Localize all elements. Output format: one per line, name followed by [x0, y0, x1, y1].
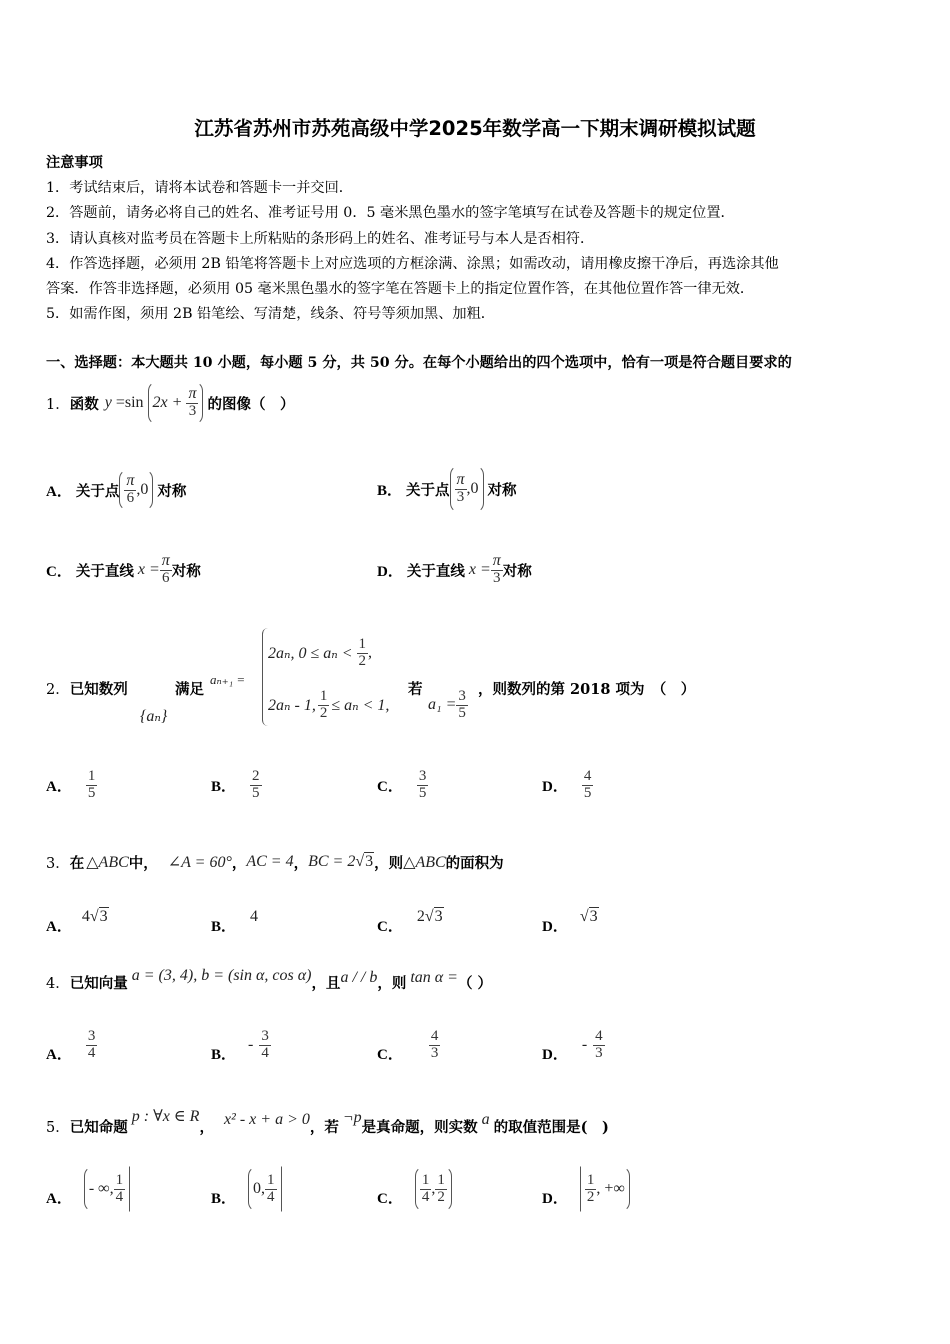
- q4-option-c-den: 3: [430, 1044, 439, 1061]
- q5-mid: 是真命题，则实数: [361, 1118, 478, 1136]
- q1-option-b-frac: [455, 472, 467, 506]
- q2-case-2-den: 2: [319, 704, 328, 721]
- q2-ruo: 若: [408, 681, 423, 698]
- q1-option-b-point: [450, 465, 484, 513]
- q3-option-b[interactable]: [211, 903, 259, 935]
- q2-case-1: [268, 630, 372, 676]
- q3-ze: ，则: [374, 854, 404, 872]
- q1-suffix: 的图像（ ）: [207, 395, 295, 413]
- q2-option-c-num: 3: [418, 767, 427, 784]
- q5-option-d-interval: [580, 1166, 630, 1212]
- q3-ac: AC = 4: [246, 853, 294, 870]
- q1-option-a-tail: ,0: [136, 481, 149, 498]
- q1-option-d-post: 对称: [502, 562, 532, 580]
- q5-option-b[interactable]: [211, 1164, 282, 1214]
- q1-prefix: 函数: [69, 395, 99, 413]
- q1-option-b-post: 对称: [487, 481, 517, 499]
- q4-option-b-frac: [259, 1029, 271, 1062]
- q5-option-d-frac: [585, 1173, 597, 1206]
- q3-option-c-coef: 2: [416, 908, 425, 925]
- q5-option-a-left: - ∞,: [88, 1180, 114, 1197]
- q3-option-c-label: C．: [377, 918, 403, 935]
- q3-option-b-value: 4: [250, 908, 259, 925]
- note-2: 2．答题前，请务必将自己的姓名、准考证号用 0．5 毫米黑色墨水的签字笔填写在试卷及答题卡的规定位置．: [46, 205, 735, 221]
- q1-option-a-frac: [124, 473, 136, 507]
- q1-option-a-label: A．: [46, 483, 72, 500]
- q5-option-c-frac-1: [420, 1173, 432, 1206]
- q5-not-p: ¬p: [342, 1109, 362, 1126]
- q4-option-b-num: 3: [261, 1027, 269, 1044]
- q3-option-a-radicand: 3: [99, 908, 108, 925]
- q1-option-d[interactable]: [377, 547, 532, 593]
- page-title: 江苏省苏州市苏苑高级中学2025年数学高一下期末调研模拟试题: [194, 117, 756, 140]
- q4-option-a-den: 4: [87, 1044, 96, 1061]
- q2-a1: [428, 682, 468, 728]
- q1-three: 3: [188, 403, 197, 420]
- note-4a: 4．作答选择题，必须用 2B 铅笔将答题卡上对应选项的方框涂满、涂黑；如需改动，请用橡皮擦干净后，再选涂其他: [46, 256, 779, 272]
- q1-option-b[interactable]: [377, 461, 517, 517]
- note-4b: 答案．作答非选择题，必须用 05 毫米黑色墨水的签字笔在答题卡上的指定位置作答，在其他位置作答一律无效．: [46, 281, 755, 297]
- q2-option-a-den: 5: [87, 784, 96, 801]
- q2-a1-num: 3: [458, 687, 466, 704]
- q3-angle: ∠A = 60°: [167, 854, 232, 871]
- q4-option-b-den: 4: [261, 1044, 269, 1061]
- q2-option-b-den: 5: [252, 784, 260, 801]
- q1-option-b-label: B．: [377, 482, 403, 499]
- q1-pi-over-3: [186, 386, 198, 420]
- q2-a1-den: 5: [458, 704, 466, 721]
- q2-case-2-num: 1: [319, 687, 328, 704]
- q5-proposition: p : ∀x ∈ R: [131, 1108, 200, 1125]
- q3-option-b-label: B．: [211, 918, 237, 935]
- q1-option-d-label: D．: [377, 563, 403, 580]
- q5-option-c-interval: [415, 1166, 452, 1212]
- q5-option-c-label: C．: [377, 1190, 403, 1207]
- q5-option-c-num-2: 1: [437, 1171, 445, 1188]
- q4-option-c[interactable]: [377, 1020, 440, 1070]
- q1-option-a-point: [119, 469, 153, 511]
- q1-option-b-pi: π: [456, 471, 465, 489]
- q5-option-d-num: 1: [586, 1171, 595, 1188]
- notes-heading: 注意事项: [46, 155, 103, 171]
- q4-option-c-label: C．: [377, 1046, 403, 1063]
- q1-option-a[interactable]: [46, 465, 186, 515]
- q2-option-a[interactable]: [46, 760, 97, 810]
- q4-option-d[interactable]: [542, 1020, 605, 1070]
- q4-parallel: a / / b: [340, 969, 378, 986]
- q5-option-b-frac: [265, 1173, 277, 1206]
- q2-suffix: ，则数列的第 2018 项为 （ ）: [478, 681, 696, 698]
- q4-number: 4．: [46, 975, 70, 992]
- q1-option-b-pre: 关于点: [406, 481, 450, 499]
- q5-option-b-interval: [248, 1166, 282, 1212]
- q2-case-1-num: 1: [358, 635, 367, 652]
- q5-option-a-label: A．: [46, 1190, 72, 1207]
- q5-ruo: ，若: [309, 1118, 339, 1136]
- q4-prefix: 已知向量: [69, 974, 128, 992]
- q5-a: a: [481, 1111, 490, 1128]
- q5-option-a-num: 1: [115, 1171, 124, 1188]
- q1-option-d-den: 3: [493, 570, 501, 587]
- q3-option-a-label: A．: [46, 918, 72, 935]
- q2-option-d-num: 4: [583, 767, 592, 784]
- q1-option-c-pi: π: [161, 552, 170, 570]
- q4-option-a-frac: [86, 1029, 98, 1062]
- question-1: [46, 380, 294, 426]
- q2-option-d[interactable]: [542, 760, 593, 810]
- q2-option-b[interactable]: [211, 760, 262, 810]
- q5-option-d[interactable]: [542, 1164, 630, 1214]
- q2-case-2-text-b: ≤ aₙ < 1,: [331, 697, 390, 714]
- q5-comma: ，: [199, 1118, 214, 1136]
- q5-option-c-den-2: 2: [437, 1188, 445, 1205]
- note-5: 5．如需作图，须用 2B 铅笔绘、写清楚，线条、符号等须加黑、加粗．: [46, 306, 495, 322]
- q5-option-b-left: 0,: [253, 1180, 266, 1197]
- q5-option-a[interactable]: [46, 1164, 130, 1214]
- q4-option-d-num: 4: [595, 1027, 603, 1044]
- q3-option-d-label: D．: [542, 918, 568, 935]
- q4-qie: ，且: [311, 974, 341, 992]
- q4-option-a[interactable]: [46, 1020, 97, 1070]
- q5-option-c[interactable]: [377, 1164, 452, 1214]
- q1-option-c[interactable]: [46, 547, 201, 593]
- q4-option-c-num: 4: [430, 1027, 439, 1044]
- q3-zhong: 中，: [128, 854, 158, 872]
- q3-option-c-sqrt: √3: [424, 908, 443, 925]
- q3-option-c-radicand: 3: [434, 908, 443, 925]
- q1-option-d-x: x =: [468, 561, 491, 578]
- q5-suffix: 的取值范围是( ): [493, 1118, 609, 1136]
- question-5: [46, 1108, 609, 1140]
- q1-option-d-frac: [491, 553, 503, 587]
- q4-tan: tan α =: [410, 969, 458, 986]
- q4-option-a-label: A．: [46, 1046, 72, 1063]
- note-3: 3．请认真核对监考员在答题卡上所粘贴的条形码上的姓名、准考证号与本人是否相符．: [46, 231, 595, 247]
- q1-sin: =sin: [115, 394, 144, 411]
- note-1: 1．考试结束后，请将本试卷和答题卡一并交回．: [46, 180, 353, 196]
- q5-option-a-den: 4: [115, 1188, 124, 1205]
- q4-option-d-den: 3: [595, 1044, 603, 1061]
- q3-suffix: 的面积为: [445, 854, 504, 872]
- q2-case-2: [268, 682, 389, 728]
- q3-option-d[interactable]: [542, 903, 599, 935]
- q1-option-d-pre: 关于直线: [406, 562, 465, 580]
- q2-option-d-den: 5: [583, 784, 592, 801]
- q3-bc-radicand: 3: [365, 853, 374, 870]
- q5-number: 5．: [46, 1119, 70, 1136]
- q1-pi: π: [188, 385, 197, 403]
- q2-option-a-label: A．: [46, 778, 72, 795]
- q3-bc: BC = 2: [308, 853, 356, 870]
- q2-lhs: aₙ₊₁ =: [210, 672, 246, 687]
- q1-option-c-den: 6: [162, 570, 170, 587]
- q2-a1-frac: [456, 689, 468, 722]
- q1-option-c-label: C．: [46, 563, 72, 580]
- q2-case-2-text-a: 2aₙ - 1,: [268, 697, 316, 714]
- q2-option-a-num: 1: [87, 767, 96, 784]
- q1-option-b-den: 3: [456, 489, 465, 506]
- q3-triangle: △ABC: [86, 854, 129, 871]
- q1-option-a-post: 对称: [157, 482, 187, 500]
- q5-option-c-comma: ,: [431, 1180, 436, 1197]
- q4-option-d-frac: [593, 1029, 605, 1062]
- q1-option-a-den: 6: [126, 490, 135, 507]
- q2-option-d-frac: [582, 769, 594, 802]
- q2-case-1-frac: [357, 637, 369, 670]
- section-heading: 一、选择题：本大题共 10 小题，每小题 5 分，共 50 分。在每个小题给出的四个选项中，恰有一项是符合题目要求的: [46, 355, 792, 371]
- q5-option-b-num: 1: [267, 1171, 275, 1188]
- q2-number: 2．: [46, 682, 70, 698]
- q1-option-c-pre: 关于直线: [75, 562, 134, 580]
- q3-prefix: 在: [69, 854, 85, 872]
- q2-sequence: {aₙ}: [140, 708, 168, 725]
- q2-case-2-frac: [318, 689, 330, 722]
- q2-a1-label: a₁ =: [428, 696, 457, 713]
- q1-option-a-pre: 关于点: [75, 482, 120, 500]
- q5-option-d-label: D．: [542, 1190, 568, 1207]
- q2-case-1-text: 2aₙ, 0 ≤ aₙ <: [268, 645, 353, 662]
- q5-inequality: x² - x + a > 0: [223, 1111, 310, 1128]
- q4-option-b[interactable]: [211, 1020, 271, 1070]
- q5-option-b-den: 4: [267, 1188, 275, 1205]
- question-3: [46, 848, 504, 876]
- q2-option-c-label: C．: [377, 778, 403, 795]
- q3-option-a-sqrt: √3: [89, 908, 108, 925]
- q5-option-c-frac-2: [435, 1173, 447, 1206]
- q1-option-a-pi: π: [126, 472, 135, 490]
- q5-prefix: 已知命题: [69, 1118, 128, 1136]
- q3-option-c[interactable]: [377, 903, 444, 935]
- q5-option-b-label: B．: [211, 1190, 237, 1207]
- q3-option-a[interactable]: [46, 903, 109, 935]
- q2-option-c[interactable]: [377, 760, 428, 810]
- q2-case-1-den: 2: [358, 652, 367, 669]
- q2-option-a-frac: [86, 769, 98, 802]
- q2-option-d-label: D．: [542, 778, 568, 795]
- q3-option-a-coef: 4: [81, 908, 90, 925]
- q2-option-b-frac: [250, 769, 262, 802]
- q1-option-c-post: 对称: [171, 562, 201, 580]
- q1-option-c-frac: [160, 553, 172, 587]
- q3-triangle-2: △ABC: [403, 854, 446, 871]
- q2-prefix: 已知数列: [69, 681, 128, 698]
- q1-y: y: [104, 394, 112, 411]
- q4-option-b-label: B．: [211, 1046, 237, 1063]
- q4-option-d-label: D．: [542, 1046, 568, 1063]
- q1-option-d-pi: π: [492, 552, 501, 570]
- q4-vectors: a = (3, 4), b = (sin α, cos α): [131, 967, 312, 984]
- q1-arg-text: 2x +: [152, 394, 183, 411]
- q5-option-c-num-1: 1: [421, 1171, 430, 1188]
- q4-option-d-sign: -: [581, 1036, 588, 1053]
- q2-intro: [46, 678, 128, 699]
- q4-option-a-num: 3: [87, 1027, 96, 1044]
- q3-option-d-sqrt: √3: [579, 908, 598, 925]
- q4-ze: ，则: [377, 974, 407, 992]
- q2-option-c-den: 5: [418, 784, 427, 801]
- q1-argument: [148, 381, 204, 425]
- q4-suffix: （ ）: [457, 974, 493, 992]
- q1-option-b-tail: ,0: [466, 480, 479, 497]
- q1-option-c-x: x =: [137, 561, 160, 578]
- q3-option-d-radicand: 3: [589, 908, 598, 925]
- q2-option-c-frac: [417, 769, 429, 802]
- q5-option-c-den-1: 4: [421, 1188, 430, 1205]
- q2-option-b-num: 2: [252, 767, 260, 784]
- q3-comma-1: ，: [231, 854, 247, 872]
- q2-mid: 满足: [175, 681, 204, 698]
- q1-number: 1．: [46, 396, 70, 413]
- q2-case-1-comma: ,: [368, 644, 373, 661]
- q4-option-c-frac: [429, 1029, 441, 1062]
- q5-option-d-den: 2: [586, 1188, 595, 1205]
- q3-number: 3．: [46, 855, 70, 872]
- q5-option-d-right: , +∞: [596, 1180, 625, 1197]
- q2-option-b-label: B．: [211, 778, 237, 795]
- q3-bc-sqrt: √3: [355, 853, 374, 870]
- question-4: [46, 968, 492, 996]
- q5-option-a-interval: [84, 1166, 130, 1212]
- q4-option-b-sign: -: [248, 1036, 254, 1053]
- q3-comma-2: ，: [293, 854, 309, 872]
- q5-option-a-frac: [114, 1173, 126, 1206]
